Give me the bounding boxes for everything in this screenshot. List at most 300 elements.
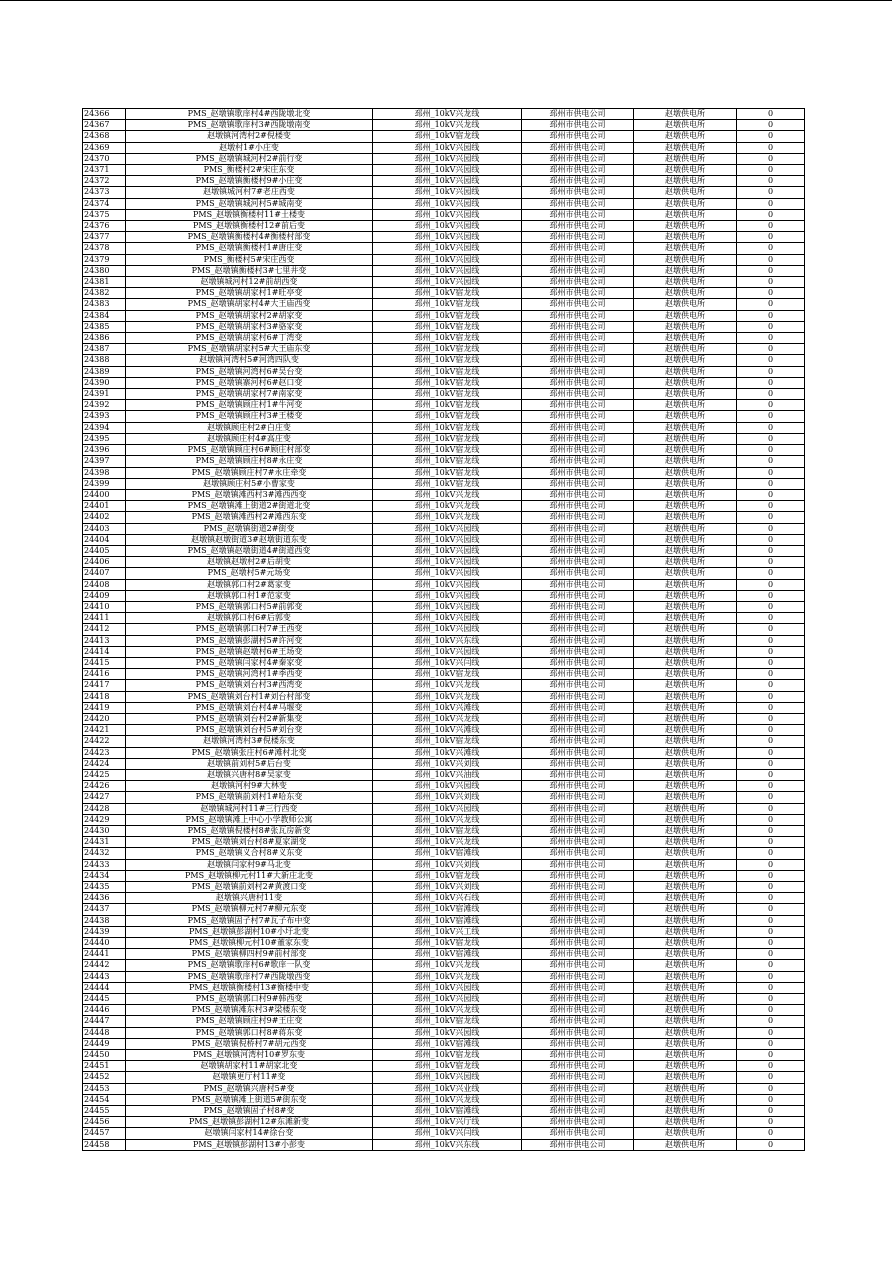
cell-feeder-line: 邳州_10kV兴园线 [373, 232, 522, 243]
table-row [83, 489, 805, 500]
cell-feeder-line: 邳州_10kV兴园线 [373, 1027, 522, 1038]
cell-row-number: 24387 [83, 344, 126, 355]
cell-supply-station: 赵墩供电所 [634, 176, 737, 187]
cell-transformer-name: PMS_赵墩镇衡楼村1#唐庄变 [126, 243, 373, 254]
cell-company: 邳州市供电公司 [522, 904, 634, 915]
cell-value: 0 [737, 803, 805, 814]
cell-feeder-line: 邳州_10kV宿龙线 [373, 433, 522, 444]
cell-supply-station: 赵墩供电所 [634, 1128, 737, 1139]
cell-company: 邳州市供电公司 [522, 657, 634, 668]
cell-supply-station: 赵墩供电所 [634, 1072, 737, 1083]
cell-transformer-name: PMS_赵墩镇河湾村10#罗东变 [126, 1050, 373, 1061]
cell-row-number: 24391 [83, 389, 126, 400]
cell-supply-station: 赵墩供电所 [634, 1016, 737, 1027]
cell-row-number: 24378 [83, 243, 126, 254]
cell-feeder-line: 邳州_10kV宿滩线 [373, 1106, 522, 1117]
cell-company: 邳州市供电公司 [522, 277, 634, 288]
cell-transformer-name: PMS_赵墩镇顾庄村6#顾庄村部变 [126, 445, 373, 456]
cell-supply-station: 赵墩供电所 [634, 568, 737, 579]
cell-transformer-name: PMS_赵墩镇柳元村10#董家东变 [126, 938, 373, 949]
cell-transformer-name: PMS_赵墩镇滩上中心小学教师公寓 [126, 814, 373, 825]
cell-company: 邳州市供电公司 [522, 1005, 634, 1016]
cell-feeder-line: 邳州_10kV兴园线 [373, 579, 522, 590]
cell-feeder-line: 邳州_10kV兴刘线 [373, 882, 522, 893]
cell-company: 邳州市供电公司 [522, 187, 634, 198]
cell-company: 邳州市供电公司 [522, 1050, 634, 1061]
cell-value: 0 [737, 769, 805, 780]
cell-value: 0 [737, 601, 805, 612]
cell-supply-station: 赵墩供电所 [634, 949, 737, 960]
cell-company: 邳州市供电公司 [522, 445, 634, 456]
cell-supply-station: 赵墩供电所 [634, 624, 737, 635]
cell-row-number: 24399 [83, 478, 126, 489]
cell-supply-station: 赵墩供电所 [634, 243, 737, 254]
table-row [83, 165, 805, 176]
cell-value: 0 [737, 400, 805, 411]
cell-supply-station: 赵墩供电所 [634, 377, 737, 388]
table-row [83, 456, 805, 467]
cell-value: 0 [737, 377, 805, 388]
cell-supply-station: 赵墩供电所 [634, 803, 737, 814]
cell-supply-station: 赵墩供电所 [634, 579, 737, 590]
cell-supply-station: 赵墩供电所 [634, 557, 737, 568]
table-row [83, 1005, 805, 1016]
cell-company: 邳州市供电公司 [522, 938, 634, 949]
cell-transformer-name: PMS_赵墩镇顾庄村9#王庄变 [126, 1016, 373, 1027]
cell-value: 0 [737, 411, 805, 422]
cell-transformer-name: 赵墩镇城河村7#老庄西变 [126, 187, 373, 198]
table-row [83, 960, 805, 971]
cell-value: 0 [737, 915, 805, 926]
cell-value: 0 [737, 579, 805, 590]
table-row [83, 366, 805, 377]
cell-row-number: 24440 [83, 938, 126, 949]
cell-supply-station: 赵墩供电所 [634, 288, 737, 299]
cell-transformer-name: PMS_赵墩镇城河村5#城南变 [126, 198, 373, 209]
cell-feeder-line: 邳州_10kV兴龙线 [373, 680, 522, 691]
cell-row-number: 24446 [83, 1005, 126, 1016]
cell-row-number: 24381 [83, 277, 126, 288]
cell-value: 0 [737, 949, 805, 960]
cell-row-number: 24375 [83, 209, 126, 220]
cell-supply-station: 赵墩供电所 [634, 299, 737, 310]
cell-feeder-line: 邳州_10kV兴龙线 [373, 1005, 522, 1016]
cell-feeder-line: 邳州_10kV兴业线 [373, 1083, 522, 1094]
table-row [83, 747, 805, 758]
cell-supply-station: 赵墩供电所 [634, 657, 737, 668]
cell-value: 0 [737, 635, 805, 646]
cell-supply-station: 赵墩供电所 [634, 938, 737, 949]
cell-company: 邳州市供电公司 [522, 153, 634, 164]
cell-supply-station: 赵墩供电所 [634, 1094, 737, 1105]
cell-transformer-name: PMS_赵墩镇赵墩街道4#街道西变 [126, 545, 373, 556]
cell-company: 邳州市供电公司 [522, 411, 634, 422]
cell-feeder-line: 邳州_10kV兴龙线 [373, 713, 522, 724]
cell-feeder-line: 邳州_10kV兴龙线 [373, 814, 522, 825]
cell-transformer-name: PMS_赵墩镇郭口村7#王西变 [126, 624, 373, 635]
cell-transformer-name: PMS_赵墩镇胡家村3#骆家变 [126, 321, 373, 332]
table-row [83, 792, 805, 803]
cell-supply-station: 赵墩供电所 [634, 1038, 737, 1049]
cell-row-number: 24404 [83, 534, 126, 545]
cell-value: 0 [737, 422, 805, 433]
table-row [83, 971, 805, 982]
cell-row-number: 24437 [83, 904, 126, 915]
cell-transformer-name: PMS_赵墩镇刘台村5#刘台变 [126, 725, 373, 736]
table-row [83, 243, 805, 254]
cell-company: 邳州市供电公司 [522, 1016, 634, 1027]
cell-transformer-name: PMS_赵墩镇固子村8#变 [126, 1106, 373, 1117]
cell-supply-station: 赵墩供电所 [634, 826, 737, 837]
cell-transformer-name: PMS_赵墩镇柳元村7#柳元东变 [126, 904, 373, 915]
cell-value: 0 [737, 1083, 805, 1094]
cell-feeder-line: 邳州_10kV兴龙线 [373, 971, 522, 982]
cell-supply-station: 赵墩供电所 [634, 153, 737, 164]
cell-company: 邳州市供电公司 [522, 769, 634, 780]
cell-supply-station: 赵墩供电所 [634, 601, 737, 612]
cell-value: 0 [737, 1094, 805, 1105]
table-row [83, 870, 805, 881]
cell-value: 0 [737, 299, 805, 310]
cell-transformer-name: PMS_赵墩镇刘台村2#新集变 [126, 713, 373, 724]
cell-company: 邳州市供电公司 [522, 243, 634, 254]
cell-transformer-name: 赵墩镇赵墩村2#后胡变 [126, 557, 373, 568]
cell-row-number: 24374 [83, 198, 126, 209]
cell-feeder-line: 邳州_10kV兴龙线 [373, 837, 522, 848]
cell-feeder-line: 邳州_10kV宿龙线 [373, 870, 522, 881]
table-row [83, 1139, 805, 1150]
cell-row-number: 24408 [83, 579, 126, 590]
cell-value: 0 [737, 1139, 805, 1150]
cell-supply-station: 赵墩供电所 [634, 321, 737, 332]
cell-company: 邳州市供电公司 [522, 803, 634, 814]
cell-supply-station: 赵墩供电所 [634, 232, 737, 243]
cell-value: 0 [737, 198, 805, 209]
cell-value: 0 [737, 725, 805, 736]
cell-feeder-line: 邳州_10kV宿龙线 [373, 467, 522, 478]
cell-company: 邳州市供电公司 [522, 758, 634, 769]
table-row [83, 814, 805, 825]
cell-value: 0 [737, 1106, 805, 1117]
cell-supply-station: 赵墩供电所 [634, 355, 737, 366]
cell-transformer-name: 赵墩镇河湾村2#倪楼变 [126, 131, 373, 142]
cell-row-number: 24395 [83, 433, 126, 444]
cell-row-number: 24367 [83, 120, 126, 131]
cell-feeder-line: 邳州_10kV兴园线 [373, 523, 522, 534]
cell-transformer-name: PMS_赵墩镇顾庄村1#牛河变 [126, 400, 373, 411]
cell-supply-station: 赵墩供电所 [634, 904, 737, 915]
table-row [83, 277, 805, 288]
cell-value: 0 [737, 1072, 805, 1083]
cell-company: 邳州市供电公司 [522, 165, 634, 176]
cell-row-number: 24396 [83, 445, 126, 456]
table-row [83, 545, 805, 556]
cell-value: 0 [737, 187, 805, 198]
cell-transformer-name: PMS_赵墩镇歌庠村3#西陇墩南变 [126, 120, 373, 131]
table-row [83, 1038, 805, 1049]
cell-supply-station: 赵墩供电所 [634, 310, 737, 321]
cell-value: 0 [737, 456, 805, 467]
cell-value: 0 [737, 1128, 805, 1139]
cell-company: 邳州市供电公司 [522, 725, 634, 736]
cell-supply-station: 赵墩供电所 [634, 1005, 737, 1016]
cell-value: 0 [737, 176, 805, 187]
cell-row-number: 24383 [83, 299, 126, 310]
cell-row-number: 24394 [83, 422, 126, 433]
cell-company: 邳州市供电公司 [522, 646, 634, 657]
cell-company: 邳州市供电公司 [522, 1117, 634, 1128]
cell-transformer-name: PMS_赵墩镇衡楼村13#衡楼中变 [126, 982, 373, 993]
cell-company: 邳州市供电公司 [522, 221, 634, 232]
cell-row-number: 24433 [83, 859, 126, 870]
cell-row-number: 24419 [83, 702, 126, 713]
cell-supply-station: 赵墩供电所 [634, 870, 737, 881]
cell-supply-station: 赵墩供电所 [634, 747, 737, 758]
cell-feeder-line: 邳州_10kV宿龙线 [373, 310, 522, 321]
table-row [83, 299, 805, 310]
cell-row-number: 24410 [83, 601, 126, 612]
cell-value: 0 [737, 982, 805, 993]
cell-supply-station: 赵墩供电所 [634, 837, 737, 848]
cell-row-number: 24400 [83, 489, 126, 500]
cell-value: 0 [737, 344, 805, 355]
cell-supply-station: 赵墩供电所 [634, 120, 737, 131]
cell-transformer-name: PMS_赵墩镇街道2#街变 [126, 523, 373, 534]
cell-value: 0 [737, 557, 805, 568]
cell-company: 邳州市供电公司 [522, 624, 634, 635]
cell-feeder-line: 邳州_10kV宿滩线 [373, 1038, 522, 1049]
table-row [83, 198, 805, 209]
cell-value: 0 [737, 926, 805, 937]
cell-transformer-name: 赵墩镇郭口村2#葛家变 [126, 579, 373, 590]
cell-value: 0 [737, 310, 805, 321]
cell-supply-station: 赵墩供电所 [634, 1050, 737, 1061]
table-row [83, 601, 805, 612]
cell-transformer-name: 赵墩村1#小庄变 [126, 142, 373, 153]
cell-supply-station: 赵墩供电所 [634, 277, 737, 288]
cell-feeder-line: 邳州_10kV宿龙线 [373, 1050, 522, 1061]
cell-company: 邳州市供电公司 [522, 120, 634, 131]
cell-value: 0 [737, 389, 805, 400]
cell-supply-station: 赵墩供电所 [634, 265, 737, 276]
cell-row-number: 24385 [83, 321, 126, 332]
table-row [83, 422, 805, 433]
cell-company: 邳州市供电公司 [522, 949, 634, 960]
cell-supply-station: 赵墩供电所 [634, 1061, 737, 1072]
cell-value: 0 [737, 321, 805, 332]
table-row [83, 1061, 805, 1072]
cell-company: 邳州市供电公司 [522, 534, 634, 545]
table-row [83, 209, 805, 220]
cell-transformer-name: PMS_赵墩镇城河村2#前行变 [126, 153, 373, 164]
cell-feeder-line: 邳州_10kV兴园线 [373, 994, 522, 1005]
cell-feeder-line: 邳州_10kV兴园线 [373, 545, 522, 556]
table-row [83, 736, 805, 747]
table-row [83, 837, 805, 848]
table-row [83, 915, 805, 926]
cell-feeder-line: 邳州_10kV兴园线 [373, 1072, 522, 1083]
cell-row-number: 24388 [83, 355, 126, 366]
cell-transformer-name: 赵墩镇河湾村5#河湾四队变 [126, 355, 373, 366]
cell-feeder-line: 邳州_10kV兴闫线 [373, 1128, 522, 1139]
cell-value: 0 [737, 165, 805, 176]
cell-feeder-line: 邳州_10kV兴园线 [373, 142, 522, 153]
cell-supply-station: 赵墩供电所 [634, 926, 737, 937]
cell-supply-station: 赵墩供电所 [634, 478, 737, 489]
cell-supply-station: 赵墩供电所 [634, 758, 737, 769]
cell-transformer-name: PMS_赵墩镇滩上街道2#街道北变 [126, 501, 373, 512]
cell-row-number: 24443 [83, 971, 126, 982]
cell-feeder-line: 邳州_10kV兴园线 [373, 198, 522, 209]
cell-value: 0 [737, 523, 805, 534]
cell-company: 邳州市供电公司 [522, 232, 634, 243]
cell-transformer-name: PMS_赵墩镇张庄村6#滩村北变 [126, 747, 373, 758]
cell-company: 邳州市供电公司 [522, 781, 634, 792]
cell-row-number: 24372 [83, 176, 126, 187]
cell-company: 邳州市供电公司 [522, 870, 634, 881]
cell-transformer-name: PMS_赵墩镇胡家村1#旺亭变 [126, 288, 373, 299]
table-row [83, 512, 805, 523]
cell-row-number: 24393 [83, 411, 126, 422]
cell-company: 邳州市供电公司 [522, 389, 634, 400]
cell-feeder-line: 邳州_10kV兴刘线 [373, 792, 522, 803]
cell-feeder-line: 邳州_10kV宿龙线 [373, 1016, 522, 1027]
cell-feeder-line: 邳州_10kV宿龙线 [373, 299, 522, 310]
cell-feeder-line: 邳州_10kV宿龙线 [373, 478, 522, 489]
cell-value: 0 [737, 1027, 805, 1038]
cell-value: 0 [737, 254, 805, 265]
cell-supply-station: 赵墩供电所 [634, 221, 737, 232]
cell-row-number: 24416 [83, 669, 126, 680]
cell-company: 邳州市供电公司 [522, 1106, 634, 1117]
cell-value: 0 [737, 713, 805, 724]
cell-feeder-line: 邳州_10kV兴园线 [373, 153, 522, 164]
cell-supply-station: 赵墩供电所 [634, 389, 737, 400]
cell-value: 0 [737, 736, 805, 747]
cell-feeder-line: 邳州_10kV兴龙线 [373, 109, 522, 120]
cell-company: 邳州市供电公司 [522, 333, 634, 344]
cell-row-number: 24405 [83, 545, 126, 556]
cell-company: 邳州市供电公司 [522, 501, 634, 512]
cell-company: 邳州市供电公司 [522, 299, 634, 310]
cell-value: 0 [737, 826, 805, 837]
cell-value: 0 [737, 277, 805, 288]
table-row [83, 265, 805, 276]
table-row [83, 355, 805, 366]
cell-row-number: 24425 [83, 769, 126, 780]
cell-transformer-name: PMS_赵墩镇柳四村9#前村部变 [126, 949, 373, 960]
cell-supply-station: 赵墩供电所 [634, 713, 737, 724]
cell-feeder-line: 邳州_10kV兴工线 [373, 926, 522, 937]
cell-value: 0 [737, 870, 805, 881]
cell-row-number: 24444 [83, 982, 126, 993]
cell-value: 0 [737, 568, 805, 579]
cell-company: 邳州市供电公司 [522, 478, 634, 489]
cell-feeder-line: 邳州_10kV兴园线 [373, 601, 522, 612]
cell-transformer-name: PMS_赵墩镇滩东村3#梁楼东变 [126, 1005, 373, 1016]
cell-transformer-name: 赵墩镇胡家村11#胡家北变 [126, 1061, 373, 1072]
cell-company: 邳州市供电公司 [522, 960, 634, 971]
cell-company: 邳州市供电公司 [522, 377, 634, 388]
cell-row-number: 24445 [83, 994, 126, 1005]
cell-feeder-line: 邳州_10kV兴滩线 [373, 702, 522, 713]
cell-feeder-line: 邳州_10kV宿龙线 [373, 366, 522, 377]
cell-company: 邳州市供电公司 [522, 489, 634, 500]
cell-value: 0 [737, 613, 805, 624]
cell-row-number: 24423 [83, 747, 126, 758]
table-row [83, 568, 805, 579]
cell-value: 0 [737, 590, 805, 601]
cell-company: 邳州市供电公司 [522, 994, 634, 1005]
cell-row-number: 24430 [83, 826, 126, 837]
cell-value: 0 [737, 657, 805, 668]
cell-feeder-line: 邳州_10kV兴滩线 [373, 747, 522, 758]
table-row [83, 926, 805, 937]
cell-row-number: 24403 [83, 523, 126, 534]
cell-supply-station: 赵墩供电所 [634, 590, 737, 601]
cell-company: 邳州市供电公司 [522, 837, 634, 848]
cell-transformer-name: 赵墩镇闫家村9#马北变 [126, 859, 373, 870]
table-row [83, 1094, 805, 1105]
table-row [83, 467, 805, 478]
cell-supply-station: 赵墩供电所 [634, 792, 737, 803]
cell-supply-station: 赵墩供电所 [634, 769, 737, 780]
cell-supply-station: 赵墩供电所 [634, 445, 737, 456]
cell-transformer-name: PMS_赵墩镇郭口村8#蒋东变 [126, 1027, 373, 1038]
cell-transformer-name: PMS_赵墩镇柳元村11#大新庄北变 [126, 870, 373, 881]
cell-company: 邳州市供电公司 [522, 366, 634, 377]
cell-company: 邳州市供电公司 [522, 355, 634, 366]
cell-feeder-line: 邳州_10kV兴园线 [373, 557, 522, 568]
cell-transformer-name: PMS_赵墩镇歌庠村6#歌庠一队变 [126, 960, 373, 971]
cell-row-number: 24427 [83, 792, 126, 803]
table-row [83, 882, 805, 893]
cell-row-number: 24397 [83, 456, 126, 467]
cell-transformer-name: 赵墩镇郭口村6#后郭变 [126, 613, 373, 624]
cell-row-number: 24441 [83, 949, 126, 960]
cell-company: 邳州市供电公司 [522, 1072, 634, 1083]
cell-company: 邳州市供电公司 [522, 142, 634, 153]
cell-feeder-line: 邳州_10kV宿滩线 [373, 915, 522, 926]
table-row [83, 848, 805, 859]
cell-transformer-name: PMS_赵墩村5#元场变 [126, 568, 373, 579]
cell-transformer-name: PMS_赵墩镇寨河村6#赵口变 [126, 377, 373, 388]
cell-company: 邳州市供电公司 [522, 601, 634, 612]
table-row [83, 613, 805, 624]
cell-supply-station: 赵墩供电所 [634, 814, 737, 825]
cell-row-number: 24411 [83, 613, 126, 624]
cell-row-number: 24368 [83, 131, 126, 142]
cell-feeder-line: 邳州_10kV宿龙线 [373, 355, 522, 366]
cell-row-number: 24373 [83, 187, 126, 198]
cell-feeder-line: 邳州_10kV宿龙线 [373, 400, 522, 411]
cell-supply-station: 赵墩供电所 [634, 501, 737, 512]
cell-supply-station: 赵墩供电所 [634, 1139, 737, 1150]
cell-row-number: 24380 [83, 265, 126, 276]
cell-company: 邳州市供电公司 [522, 882, 634, 893]
cell-value: 0 [737, 243, 805, 254]
table-row [83, 131, 805, 142]
cell-transformer-name: PMS_赵墩镇河湾村6#吴台变 [126, 366, 373, 377]
table-row [83, 635, 805, 646]
table-row [83, 657, 805, 668]
cell-value: 0 [737, 534, 805, 545]
cell-row-number: 24452 [83, 1072, 126, 1083]
cell-supply-station: 赵墩供电所 [634, 1106, 737, 1117]
cell-transformer-name: PMS_赵墩镇倪桥村7#胡元西变 [126, 1038, 373, 1049]
table-row [83, 389, 805, 400]
table-row [83, 478, 805, 489]
